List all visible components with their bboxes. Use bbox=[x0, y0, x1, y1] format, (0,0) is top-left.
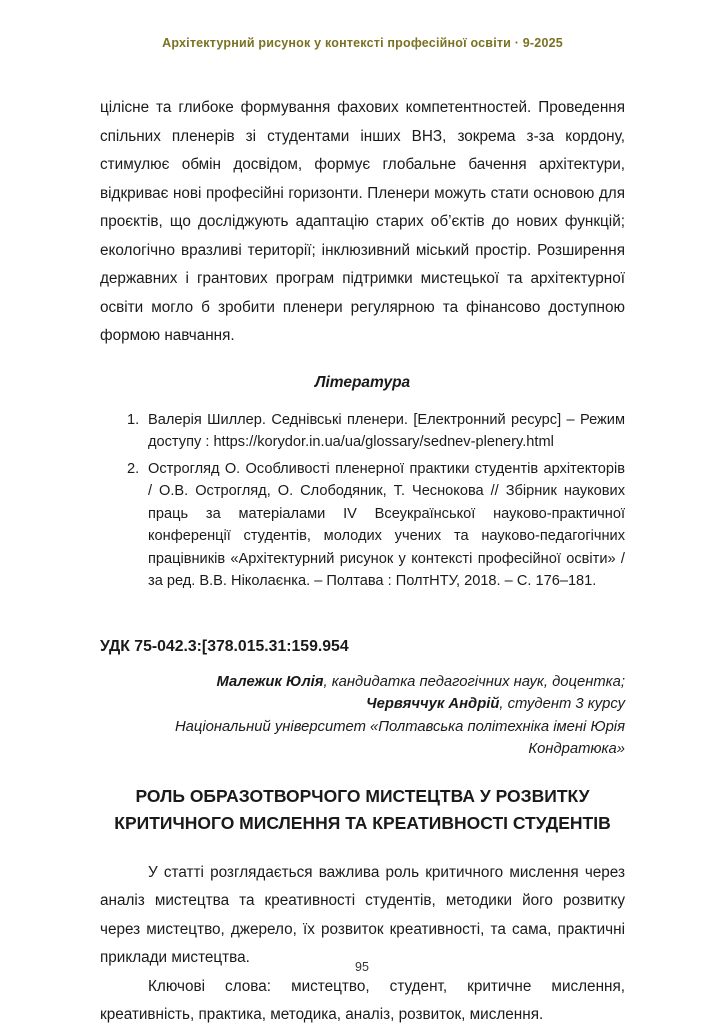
author-line-1 bbox=[100, 671, 625, 694]
reference-1-url: https://korydor.in.ua/ua/glossary/sednev-plenery.html bbox=[213, 434, 554, 450]
author-line-2 bbox=[100, 693, 625, 716]
references-list bbox=[127, 409, 625, 593]
reference-2-text: Острогляд О. Особливості пленерної практики студентів архітекторів / О.В. Острогляд, О. Слободяник, Т. Чеснокова // Збірник наукових праць за матеріалами IV Всеукраїнської науково-практичної конференції студентів, молодих учених та науково-педагогічних працівників «Архітектурний рисунок у контексті професійної освіти» / за ред. В.В. Ніколаєнка. – Полтава : ПолтНТУ, 2018. – С. 176–181. bbox=[148, 460, 625, 589]
reference-item-1 bbox=[127, 409, 625, 454]
reference-item-2 bbox=[127, 458, 625, 593]
udc-line: УДК 75-042.3:[378.015.31:159.954 bbox=[100, 637, 349, 655]
author-1-name: Малежик Юлія bbox=[216, 673, 324, 690]
author-2-role: , студент 3 курсу bbox=[499, 696, 625, 712]
page-number: 95 bbox=[355, 960, 369, 974]
literature-heading: Література bbox=[314, 373, 411, 391]
body-paragraph: цілісне та глибоке формування фахових компетентностей. Проведення спільних пленерів зі студентами інших ВНЗ, зокрема з-за кордону, стимулює обмін досвідом, формує глобальне бачення архітектури, відкриває нові професійні горизонти. Пленери можуть стати основою для проєктів, що досліджують адаптацію старих об’єктів до нових функцій; екологічно вразливі території; інклюзивний міський простір. Розширення державних і грантових програм підтримки мистецької та архітектурної освіти могло б зробити пленери регулярною та фінансово доступною формою навчання. bbox=[100, 99, 625, 344]
author-2-name: Червяччук Андрій bbox=[366, 696, 500, 712]
reference-1-text: Валерія Шиллер. Седнівські пленери. [Електронний ресурс] – Режим доступу : bbox=[148, 411, 625, 450]
authors-block bbox=[100, 671, 625, 761]
abstract-paragraph: У статті розглядається важлива роль критичного мислення через аналіз мистецтва та креативності студентів, методики його розвитку через мистецтво, джерело, їх розвиток креативності, та сама, практичні приклади мистецтва. bbox=[100, 863, 625, 966]
keywords-paragraph: Ключові слова: мистецтво, студент, критичне мислення, креативність, практика, методика, аналіз, розвиток, мислення. bbox=[100, 977, 625, 1023]
article-title: РОЛЬ ОБРАЗОТВОРЧОГО МИСТЕЦТВА У РОЗВИТКУ КРИТИЧНОГО МИСЛЕННЯ ТА КРЕАТИВНОСТІ СТУДЕНТІВ bbox=[114, 785, 611, 833]
running-header: Архітектурний рисунок у контексті професійної освіти · 9-2025 bbox=[162, 36, 563, 50]
author-1-role: , кандидатка педагогічних наук, доцентка; bbox=[323, 673, 625, 690]
affiliation-line: Національний університет «Полтавська політехніка імені Юрія Кондратюка» bbox=[174, 718, 625, 757]
